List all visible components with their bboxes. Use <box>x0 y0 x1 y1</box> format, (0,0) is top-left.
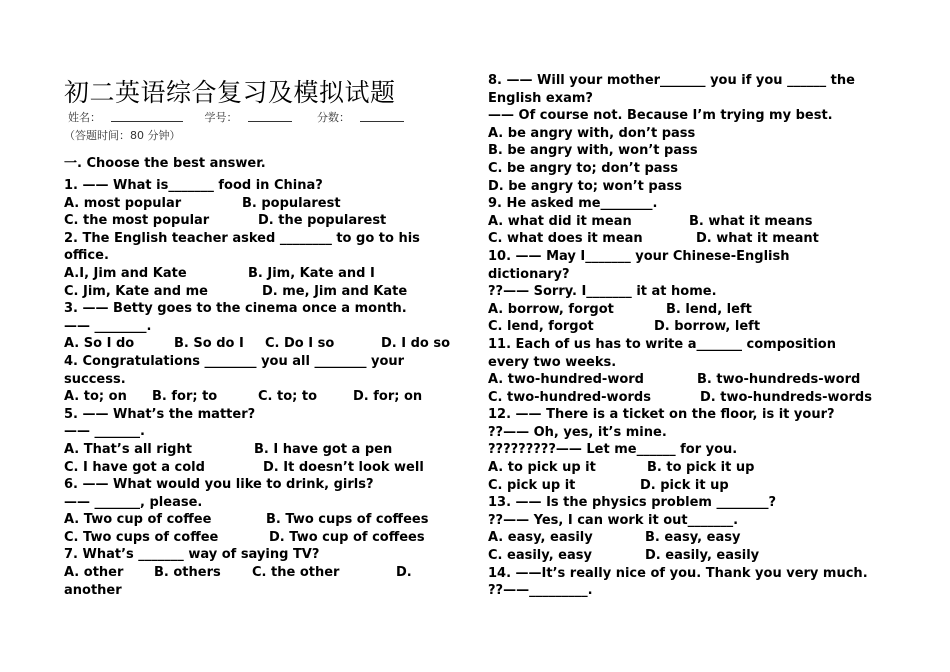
options-row <box>64 459 469 477</box>
option-d: D. for; on <box>353 389 423 405</box>
option-a: A. most popular <box>64 195 182 211</box>
option-d: D. It doesn’t look well <box>263 459 424 475</box>
option-c: C. two-hundred-words <box>488 389 651 405</box>
question-12-reply-2: ?????????—— Let me______ for you. <box>488 442 738 458</box>
option-a: A. That’s all right <box>64 441 192 457</box>
options-row <box>488 230 908 248</box>
question-6: 6. —— What would you like to drink, girls? <box>64 477 374 493</box>
option-d: D. I do so <box>381 336 451 352</box>
question-8: 8. —— Will your mother_______ you if you ______ the <box>488 73 855 88</box>
options-row <box>488 389 908 407</box>
option-c: C. to; to <box>258 389 318 405</box>
option-b: B. Jim, Kate and I <box>248 265 375 281</box>
question-8-reply: —— Of course not. Because I’m trying my best. <box>488 108 833 124</box>
right-column <box>488 72 908 600</box>
option-b: B. be angry with, won’t pass <box>488 143 698 159</box>
option-b: B. So do I <box>174 336 244 352</box>
left-column <box>64 177 469 599</box>
options-row <box>64 564 469 582</box>
options-row <box>488 371 908 389</box>
score-blank <box>360 111 404 122</box>
option-b: B. Two cups of coffees <box>266 512 429 528</box>
option-b: B. what it means <box>689 213 813 229</box>
option-d: D. borrow, left <box>654 319 761 335</box>
options-row <box>64 265 469 283</box>
question-9: 9. He asked me________. <box>488 196 658 212</box>
option-d: D. two-hundreds-words <box>700 389 872 405</box>
option-c: C. lend, forgot <box>488 319 594 335</box>
options-row <box>488 529 908 547</box>
option-d: D. me, Jim and Kate <box>262 283 408 299</box>
option-d: D. <box>396 565 412 581</box>
number-blank <box>248 111 292 122</box>
option-a: A. borrow, forgot <box>488 301 614 317</box>
score-label: 分数： <box>317 111 350 124</box>
option-a: A. to pick up it <box>488 460 596 476</box>
option-d: D. what it meant <box>696 231 819 247</box>
question-10-cont: dictionary? <box>488 266 570 282</box>
options-row <box>488 318 908 336</box>
option-b: B. for; to <box>152 389 218 405</box>
option-c: C. I have got a cold <box>64 459 205 475</box>
options-row <box>64 388 469 406</box>
option-d: D. be angry to; won’t pass <box>488 178 682 194</box>
time-note: （答题时间：80 分钟） <box>64 129 181 142</box>
options-row <box>64 195 469 213</box>
number-label: 学号： <box>204 111 238 124</box>
option-c: C. the most popular <box>64 213 210 229</box>
options-row <box>64 511 469 529</box>
option-a: A. be angry with, don’t pass <box>488 125 696 141</box>
question-6-cont: —— _______, please. <box>64 494 203 510</box>
option-b: B. to pick it up <box>647 460 755 476</box>
question-12: 12. —— There is a ticket on the floor, is it your? <box>488 407 835 423</box>
option-d: D. easily, easily <box>645 548 760 564</box>
question-4: 4. Congratulations ________ you all ________ your <box>64 353 405 369</box>
options-row <box>64 529 469 547</box>
option-c: C. Two cups of coffee <box>64 529 219 545</box>
question-11: 11. Each of us has to write a_______ composition <box>488 336 836 352</box>
question-8-cont: English exam? <box>488 90 593 106</box>
option-c: C. pick up it <box>488 477 576 493</box>
name-blank <box>111 111 183 122</box>
option-b: B. popularest <box>242 195 341 211</box>
question-5-cont: —— _______. <box>64 424 145 440</box>
option-c: C. easily, easy <box>488 548 592 564</box>
option-c: C. Do I so <box>265 336 335 352</box>
options-row <box>488 301 908 319</box>
option-d: D. Two cup of coffees <box>269 529 425 545</box>
question-11-cont: every two weeks. <box>488 354 617 370</box>
option-b: B. others <box>154 565 221 581</box>
option-a: A. to; on <box>64 389 127 405</box>
option-c: C. Jim, Kate and me <box>64 283 208 299</box>
options-row <box>488 477 908 495</box>
name-label: 姓名： <box>68 111 101 124</box>
question-1: 1. —— What is_______ food in China? <box>64 178 323 193</box>
option-a: A. what did it mean <box>488 213 632 229</box>
question-10: 10. —— May I_______ your Chinese-English <box>488 248 790 264</box>
page-title: 初二英语综合复习及模拟试题 <box>64 78 396 107</box>
option-a: A. Two cup of coffee <box>64 512 212 528</box>
question-3: 3. —— Betty goes to the cinema once a month. <box>64 301 407 317</box>
options-row <box>488 459 908 477</box>
options-row <box>64 441 469 459</box>
option-b: B. two-hundreds-word <box>697 372 861 388</box>
question-7: 7. What’s _______ way of saying TV? <box>64 547 320 563</box>
question-13-reply: ??—— Yes, I can work it out_______. <box>488 512 739 528</box>
options-row <box>64 335 469 353</box>
option-c: C. the other <box>252 565 340 581</box>
option-d: D. the popularest <box>258 213 387 229</box>
student-info-line <box>68 109 414 125</box>
question-2-cont: office. <box>64 248 109 264</box>
option-d-cont: another <box>64 582 122 598</box>
question-14-reply: ??——_________. <box>488 583 593 599</box>
option-b: B. I have got a pen <box>254 441 393 457</box>
options-row <box>488 547 908 565</box>
question-3-cont: —— ________. <box>64 318 152 334</box>
question-10-reply: ??—— Sorry. I_______ it at home. <box>488 284 717 300</box>
question-2: 2. The English teacher asked ________ to go to his <box>64 230 420 246</box>
question-5: 5. —— What’s the matter? <box>64 406 256 422</box>
option-d: D. pick it up <box>640 477 729 493</box>
question-13: 13. —— Is the physics problem ________? <box>488 495 777 511</box>
question-12-reply: ??—— Oh, yes, it’s mine. <box>488 424 667 440</box>
option-a: A. So I do <box>64 336 135 352</box>
question-4-cont: success. <box>64 371 126 387</box>
option-b: B. easy, easy <box>645 530 741 546</box>
option-a: A. easy, easily <box>488 530 593 546</box>
options-row <box>488 213 908 231</box>
option-b: B. lend, left <box>666 301 752 317</box>
option-a: A.I, Jim and Kate <box>64 265 187 281</box>
options-row <box>64 212 469 230</box>
option-c: C. what does it mean <box>488 231 643 247</box>
options-row <box>64 283 469 301</box>
question-14: 14. ——It’s really nice of you. Thank you very much. <box>488 565 868 581</box>
option-c: C. be angry to; don’t pass <box>488 160 678 176</box>
section-heading: 一. Choose the best answer. <box>64 156 266 171</box>
option-a: A. two-hundred-word <box>488 372 644 388</box>
option-a: A. other <box>64 565 124 581</box>
